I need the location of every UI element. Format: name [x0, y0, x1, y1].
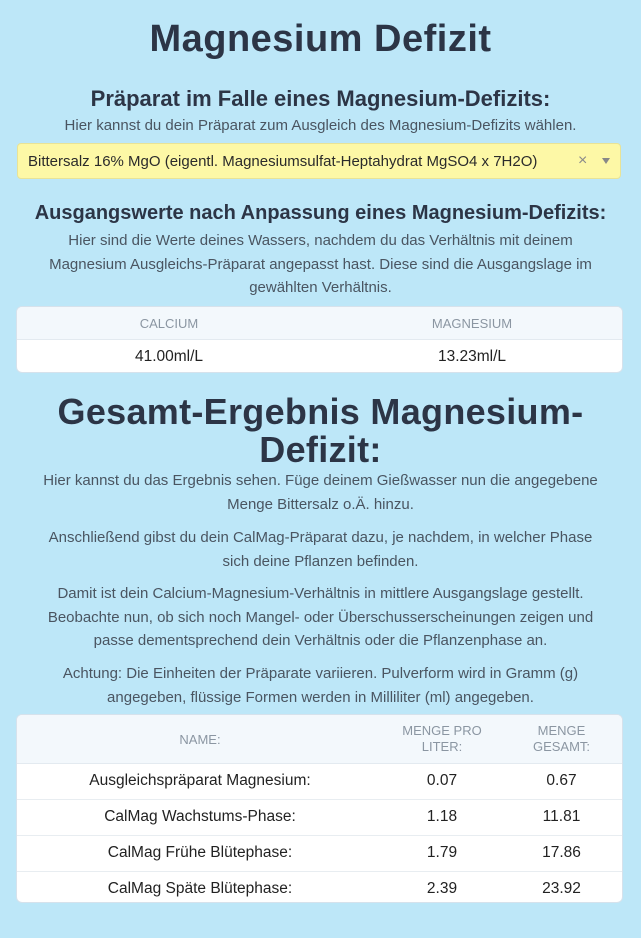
- result-heading-line: Defizit:: [259, 429, 382, 470]
- row-name: CalMag Frühe Blütephase:: [107, 844, 293, 861]
- paragraph-line: Hier kannst du das Ergebnis sehen. Füge deinem Gießwasser nun die angegebene: [43, 472, 598, 489]
- magnesium-value: 13.23ml/L: [437, 348, 507, 365]
- result-paragraph-2: [0, 526, 641, 573]
- preparation-heading: Präparat im Falle eines Magnesium-Defizits:: [90, 86, 551, 111]
- page-title: Magnesium Defizit: [149, 18, 492, 60]
- baseline-description: [0, 229, 641, 300]
- row-per-liter: 2.39: [426, 880, 458, 897]
- result-paragraph-4: [0, 662, 641, 709]
- paragraph-line: passe dementsprechend dein Verhältnis oder die Pflanzenphase an.: [93, 632, 548, 649]
- clear-icon[interactable]: ×: [578, 152, 588, 169]
- header-line: MENGE: [537, 723, 586, 738]
- row-per-liter: 0.07: [426, 772, 458, 789]
- result-heading-line: Gesamt-Ergebnis Magnesium-: [57, 391, 584, 432]
- baseline-table: [16, 306, 623, 373]
- row-name: CalMag Wachstums-Phase:: [104, 808, 296, 825]
- row-total: 17.86: [542, 844, 581, 861]
- result-table: [16, 714, 623, 903]
- row-name: CalMag Späte Blütephase:: [107, 880, 293, 897]
- row-total: 0.67: [546, 772, 577, 789]
- baseline-description-line: gewählten Verhältnis.: [249, 279, 392, 296]
- column-header-calcium: CALCIUM: [139, 316, 199, 331]
- column-header-magnesium: MAGNESIUM: [431, 316, 513, 331]
- row-total: 11.81: [542, 808, 581, 825]
- paragraph-line: angegeben, flüssige Formen werden in Milliliter (ml) angegeben.: [107, 688, 534, 706]
- column-header-name: NAME:: [179, 732, 221, 747]
- preparation-selected-value: Bittersalz 16% MgO (eigentl. Magnesiumsulfat-Heptahydrat MgSO4 x 7H2O): [28, 153, 538, 170]
- header-line: MENGE PRO: [402, 723, 482, 738]
- result-table-header: [17, 715, 622, 764]
- column-header-per-liter: [383, 723, 501, 755]
- table-row: [17, 836, 622, 872]
- chevron-down-icon[interactable]: [602, 158, 610, 164]
- baseline-table-header: [17, 307, 622, 340]
- row-name: Ausgleichspräparat Magnesium:: [89, 772, 311, 789]
- baseline-description-line: Hier sind die Werte deines Wassers, nachdem du das Verhältnis mit deinem: [68, 232, 573, 249]
- calcium-value: 41.00ml/L: [134, 348, 204, 365]
- preparation-select[interactable]: [17, 143, 621, 179]
- column-header-total: [501, 723, 622, 755]
- result-paragraph-1: [0, 469, 641, 516]
- table-row: [17, 764, 622, 800]
- result-heading: [0, 393, 641, 469]
- row-per-liter: 1.18: [426, 808, 458, 825]
- header-line: GESAMT:: [532, 739, 591, 754]
- header-line: LITER:: [421, 739, 463, 754]
- baseline-heading: Ausgangswerte nach Anpassung eines Magnesium-Defizits:: [34, 202, 607, 224]
- baseline-description-line: Magnesium Ausgleichs-Präparat angepasst hast. Diese sind die Ausgangslage im: [49, 255, 592, 273]
- paragraph-line: Beobachte nun, ob sich noch Mangel- oder Überschusserscheinungen zeigen und: [47, 608, 594, 626]
- table-row: [17, 340, 622, 373]
- table-row: [17, 872, 622, 903]
- paragraph-line: sich deine Pflanzen befinden.: [222, 552, 419, 570]
- row-per-liter: 1.79: [426, 844, 458, 861]
- paragraph-line: Damit ist dein Calcium-Magnesium-Verhältnis in mittlere Ausgangslage gestellt.: [57, 585, 584, 602]
- paragraph-line: Anschließend gibst du dein CalMag-Präparat dazu, je nachdem, in welcher Phase: [48, 529, 593, 546]
- paragraph-line: Achtung: Die Einheiten der Präparate variieren. Pulverform wird in Gramm (g): [62, 665, 579, 682]
- row-total: 23.92: [542, 880, 581, 897]
- paragraph-line: Menge Bittersalz o.Ä. hinzu.: [227, 495, 414, 513]
- table-row: [17, 800, 622, 836]
- result-paragraph-3: [0, 582, 641, 653]
- preparation-description: Hier kannst du dein Präparat zum Ausgleich des Magnesium-Defizits wählen.: [64, 117, 577, 134]
